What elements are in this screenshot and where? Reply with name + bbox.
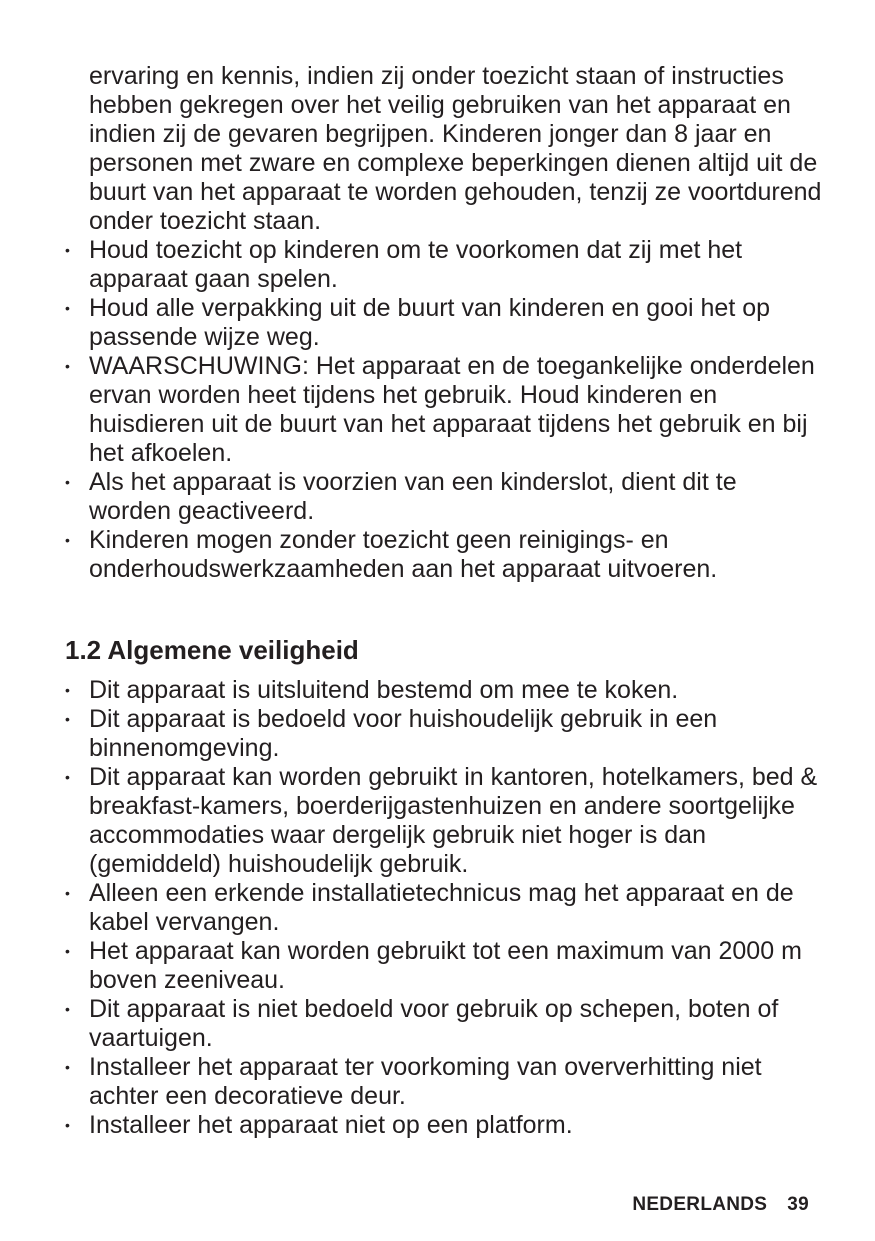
list-item: • Installeer het apparaat ter voorkoming van oververhitting niet achter een decoratieve deur. — [65, 1053, 762, 1110]
list-item: • Alleen een erkende installatietechnicus mag het apparaat en de kabel vervangen. — [65, 879, 794, 936]
list-item: • Dit apparaat is niet bedoeld voor gebruik op schepen, boten of vaartuigen. — [65, 995, 779, 1052]
general-safety-list — [65, 676, 825, 1140]
section-heading: 1.2 Algemene veiligheid — [65, 635, 359, 665]
list-item: • Kinderen mogen zonder toezicht geen reinigings- en onderhoudswerkzaamheden aan het apparaat uitvoeren. — [65, 526, 718, 583]
bullet-icon: • — [65, 682, 70, 698]
bullet-icon: • — [65, 532, 70, 548]
page-footer — [632, 1193, 809, 1217]
list-item: • Installeer het apparaat niet op een platform. — [65, 1111, 573, 1139]
bullet-icon: • — [65, 474, 70, 490]
list-item: • Als het apparaat is voorzien van een kinderslot, dient dit te worden geactiveerd. — [65, 468, 737, 525]
list-item: • Houd toezicht op kinderen om te voorkomen dat zij met het apparaat gaan spelen. — [65, 236, 743, 293]
bullet-icon: • — [65, 1059, 70, 1075]
bullet-icon: • — [65, 242, 70, 258]
bullet-icon: • — [65, 300, 70, 316]
list-item: • Dit apparaat is bedoeld voor huishoudelijk gebruik in een binnenomgeving. — [65, 705, 718, 762]
child-safety-continued — [65, 62, 825, 584]
list-item: • Het apparaat kan worden gebruikt tot een maximum van 2000 m boven zeeniveau. — [65, 937, 802, 994]
footer-language: NEDERLANDS — [632, 1194, 768, 1215]
child-safety-list — [65, 236, 825, 584]
list-item: • Houd alle verpakking uit de buurt van kinderen en gooi het op passende wijze weg. — [65, 294, 771, 351]
list-item: • WAARSCHUWING: Het apparaat en de toegankelijke onderdelen ervan worden heet tijdens het gebruik. Houd kinderen en huisdieren uit de buurt van het apparaat tijdens het gebruik en bij het afkoelen. — [65, 352, 815, 467]
bullet-icon: • — [65, 358, 70, 374]
page-number: 39 — [787, 1194, 809, 1215]
general-safety — [65, 676, 825, 1140]
bullet-icon: • — [65, 1117, 70, 1133]
bullet-icon: • — [65, 885, 70, 901]
continuation-paragraph: ervaring en kennis, indien zij onder toezicht staan of instructies hebben gekregen over het veilig gebruiken van het apparaat en indien zij de gevaren begrijpen. Kinderen jonger dan 8 jaar en personen met zware en complexe beperkingen dienen altijd uit de buurt van het apparaat te worden gehouden, tenzij ze voortdurend onder toezicht staan. — [89, 62, 822, 235]
bullet-icon: • — [65, 711, 70, 727]
list-item: • Dit apparaat kan worden gebruikt in kantoren, hotelkamers, bed & breakfast-kamers, boerderijgastenhuizen en andere soortgelijke accommodaties waar dergelijk gebruik niet hoger is dan (gemiddeld) huishoudelijk gebruik. — [65, 763, 818, 878]
bullet-icon: • — [65, 1001, 70, 1017]
bullet-icon: • — [65, 943, 70, 959]
list-item: • Dit apparaat is uitsluitend bestemd om mee te koken. — [65, 676, 679, 704]
bullet-icon: • — [65, 769, 70, 785]
